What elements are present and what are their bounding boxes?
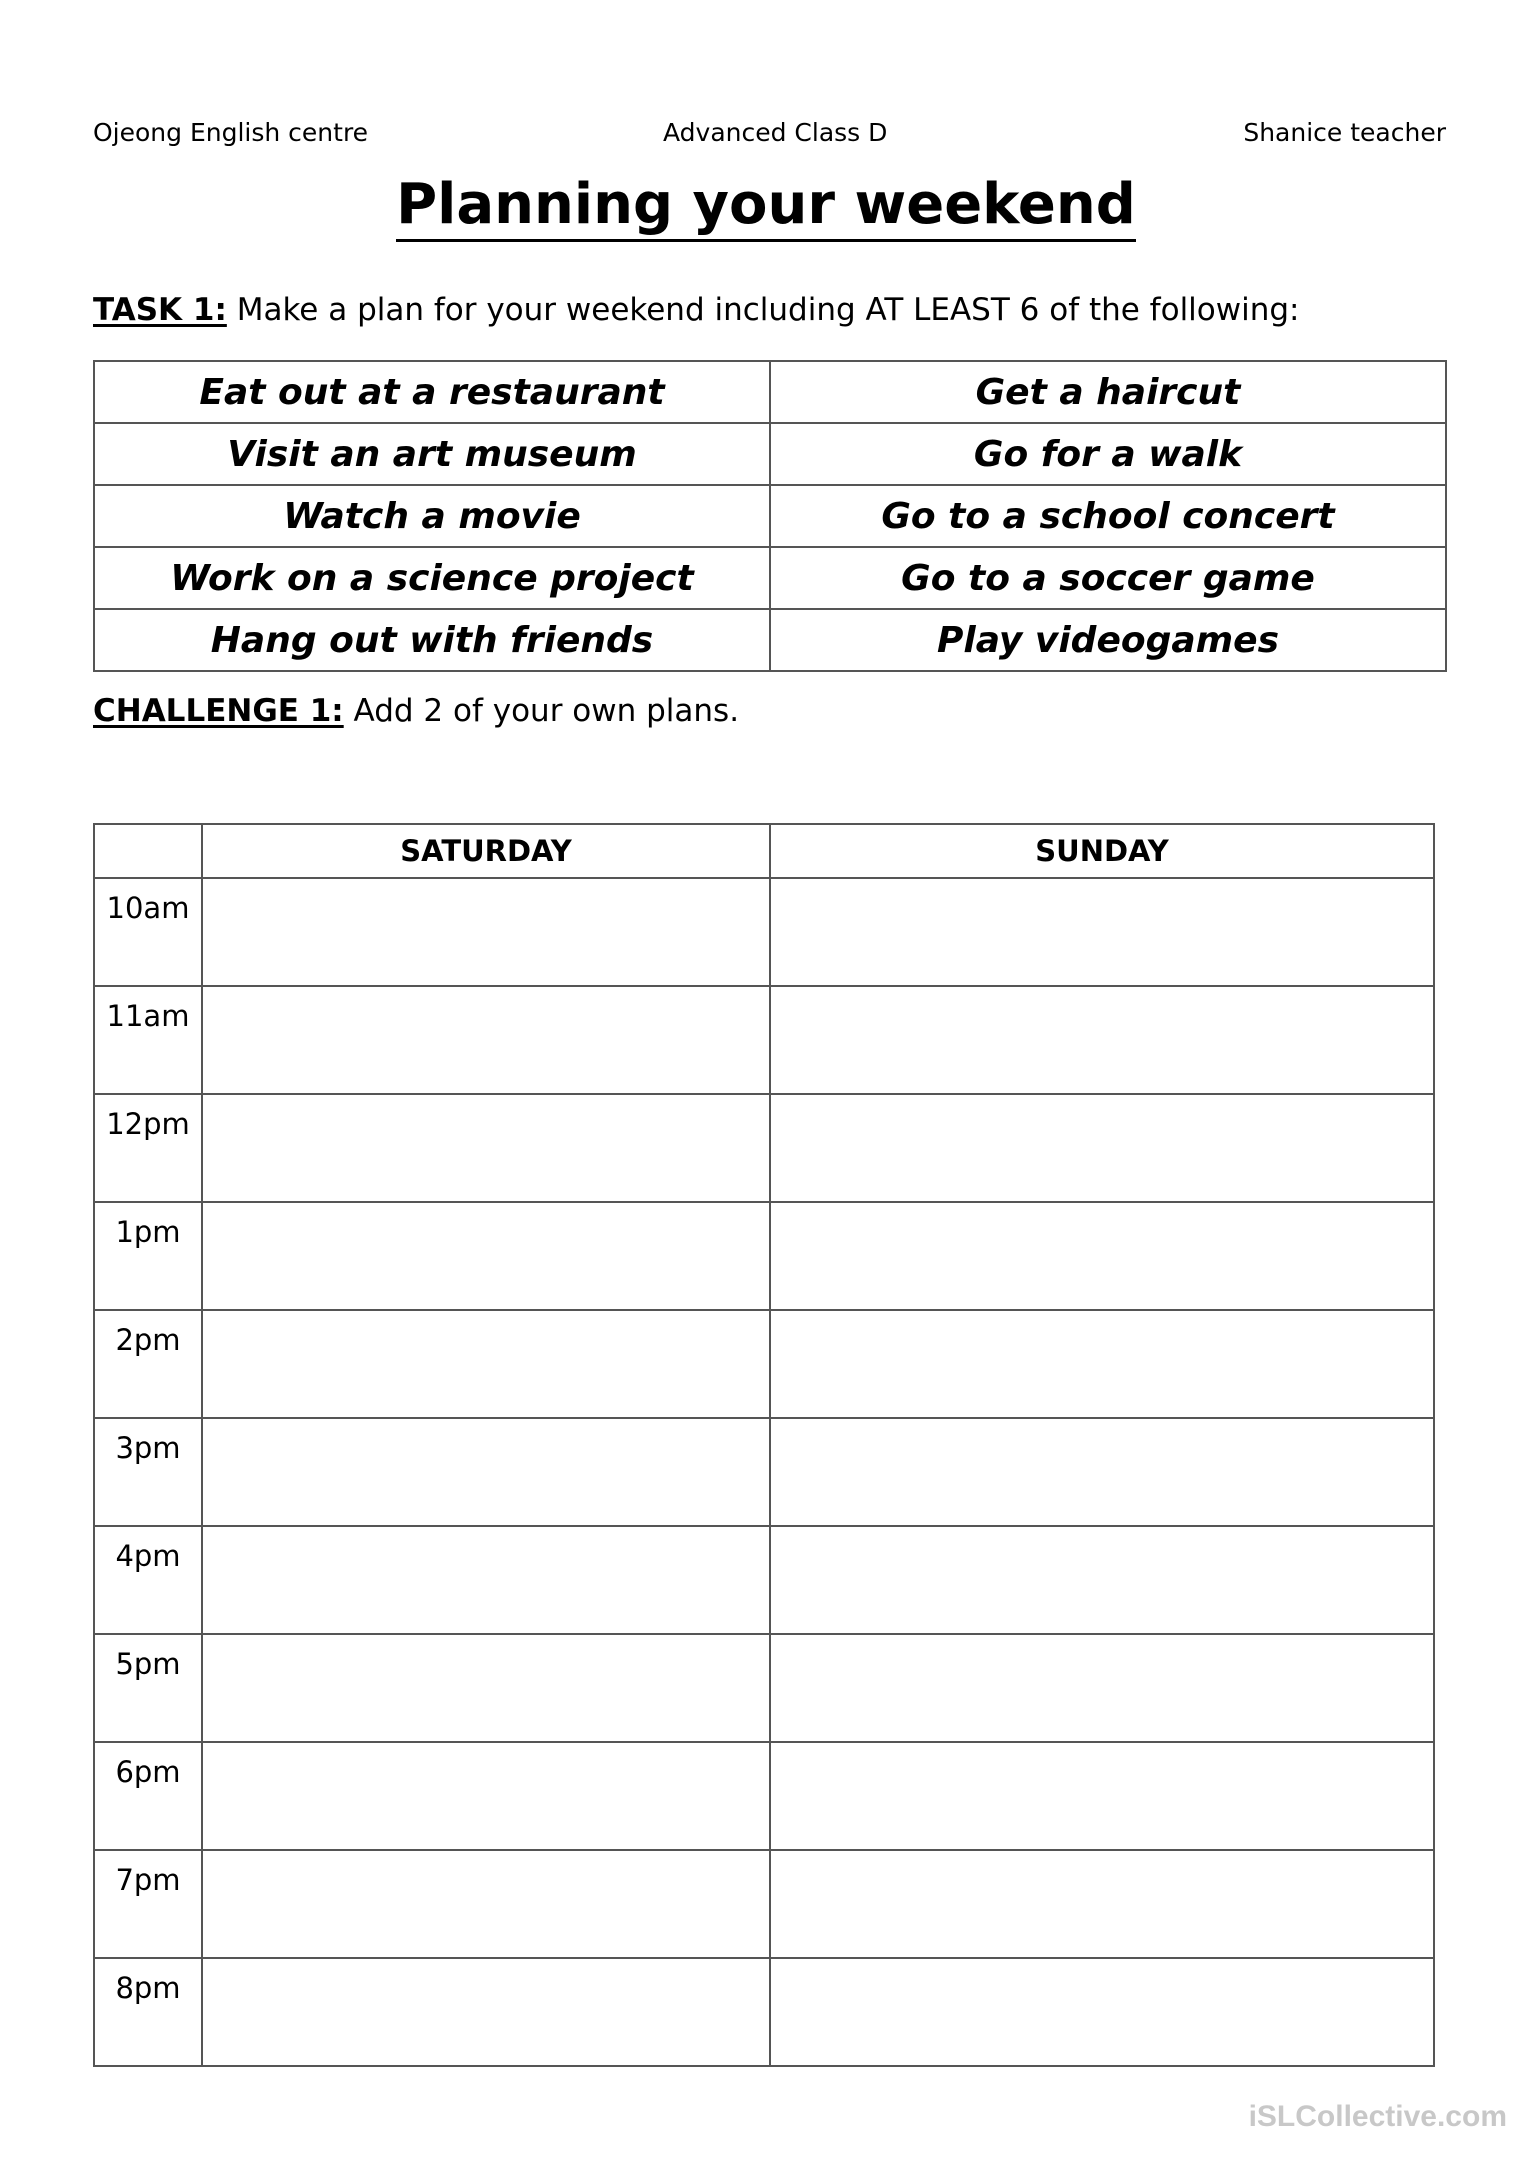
weekend-schedule-table bbox=[93, 823, 1435, 2067]
activity-cell: Work on a science project bbox=[94, 547, 770, 609]
saturday-slot[interactable] bbox=[202, 1742, 770, 1850]
sunday-slot[interactable] bbox=[770, 878, 1434, 986]
sunday-slot[interactable] bbox=[770, 1526, 1434, 1634]
saturday-slot[interactable] bbox=[202, 1094, 770, 1202]
sunday-slot[interactable] bbox=[770, 1958, 1434, 2066]
saturday-header: SATURDAY bbox=[202, 824, 770, 878]
activity-cell: Eat out at a restaurant bbox=[94, 361, 770, 423]
activities-row bbox=[94, 609, 1446, 671]
activity-cell: Get a haircut bbox=[770, 361, 1446, 423]
activity-cell: Hang out with friends bbox=[94, 609, 770, 671]
time-label: 8pm bbox=[94, 1958, 202, 2066]
schedule-row bbox=[94, 1850, 1434, 1958]
sunday-slot[interactable] bbox=[770, 1634, 1434, 1742]
saturday-slot[interactable] bbox=[202, 1202, 770, 1310]
schedule-corner-header bbox=[94, 824, 202, 878]
sunday-slot[interactable] bbox=[770, 1310, 1434, 1418]
saturday-slot[interactable] bbox=[202, 986, 770, 1094]
sunday-slot[interactable] bbox=[770, 1094, 1434, 1202]
saturday-slot[interactable] bbox=[202, 1958, 770, 2066]
activity-cell: Visit an art museum bbox=[94, 423, 770, 485]
saturday-slot[interactable] bbox=[202, 878, 770, 986]
time-label: 1pm bbox=[94, 1202, 202, 1310]
time-label: 12pm bbox=[94, 1094, 202, 1202]
schedule-header-row bbox=[94, 824, 1434, 878]
time-label: 3pm bbox=[94, 1418, 202, 1526]
activities-row bbox=[94, 423, 1446, 485]
time-label: 2pm bbox=[94, 1310, 202, 1418]
activities-row bbox=[94, 485, 1446, 547]
schedule-row bbox=[94, 1418, 1434, 1526]
challenge-1-label: CHALLENGE 1: bbox=[93, 693, 344, 729]
time-label: 5pm bbox=[94, 1634, 202, 1742]
saturday-slot[interactable] bbox=[202, 1850, 770, 1958]
schedule-row bbox=[94, 1526, 1434, 1634]
time-label: 10am bbox=[94, 878, 202, 986]
page-title bbox=[0, 172, 1532, 238]
task-1-instruction bbox=[93, 292, 1300, 328]
schedule-row bbox=[94, 1634, 1434, 1742]
schedule-row bbox=[94, 986, 1434, 1094]
schedule-row bbox=[94, 1094, 1434, 1202]
time-label: 11am bbox=[94, 986, 202, 1094]
sunday-slot[interactable] bbox=[770, 1202, 1434, 1310]
activities-table bbox=[93, 360, 1447, 672]
activities-row bbox=[94, 547, 1446, 609]
schedule-row bbox=[94, 1202, 1434, 1310]
sunday-slot[interactable] bbox=[770, 1850, 1434, 1958]
schedule-row bbox=[94, 878, 1434, 986]
saturday-slot[interactable] bbox=[202, 1526, 770, 1634]
challenge-1-instruction bbox=[93, 693, 739, 729]
time-label: 7pm bbox=[94, 1850, 202, 1958]
challenge-1-text: Add 2 of your own plans. bbox=[343, 693, 740, 729]
task-1-label: TASK 1: bbox=[93, 292, 227, 328]
sunday-slot[interactable] bbox=[770, 1742, 1434, 1850]
sunday-slot[interactable] bbox=[770, 1418, 1434, 1526]
saturday-slot[interactable] bbox=[202, 1310, 770, 1418]
page-title-text: Planning your weekend bbox=[396, 172, 1136, 242]
class-name: Advanced Class D bbox=[663, 118, 888, 147]
schedule-row bbox=[94, 1310, 1434, 1418]
saturday-slot[interactable] bbox=[202, 1634, 770, 1742]
activity-cell: Go to a school concert bbox=[770, 485, 1446, 547]
sunday-slot[interactable] bbox=[770, 986, 1434, 1094]
time-label: 6pm bbox=[94, 1742, 202, 1850]
activity-cell: Watch a movie bbox=[94, 485, 770, 547]
schedule-row bbox=[94, 1958, 1434, 2066]
activity-cell: Go to a soccer game bbox=[770, 547, 1446, 609]
task-1-text: Make a plan for your weekend including AT LEAST 6 of the following: bbox=[226, 292, 1300, 328]
saturday-slot[interactable] bbox=[202, 1418, 770, 1526]
watermark: iSLCollective.com bbox=[1248, 2100, 1507, 2133]
teacher-name: Shanice teacher bbox=[1243, 118, 1446, 147]
schedule-row bbox=[94, 1742, 1434, 1850]
activity-cell: Go for a walk bbox=[770, 423, 1446, 485]
sunday-header: SUNDAY bbox=[770, 824, 1434, 878]
school-name: Ojeong English centre bbox=[93, 118, 369, 147]
activity-cell: Play videogames bbox=[770, 609, 1446, 671]
activities-row bbox=[94, 361, 1446, 423]
time-label: 4pm bbox=[94, 1526, 202, 1634]
